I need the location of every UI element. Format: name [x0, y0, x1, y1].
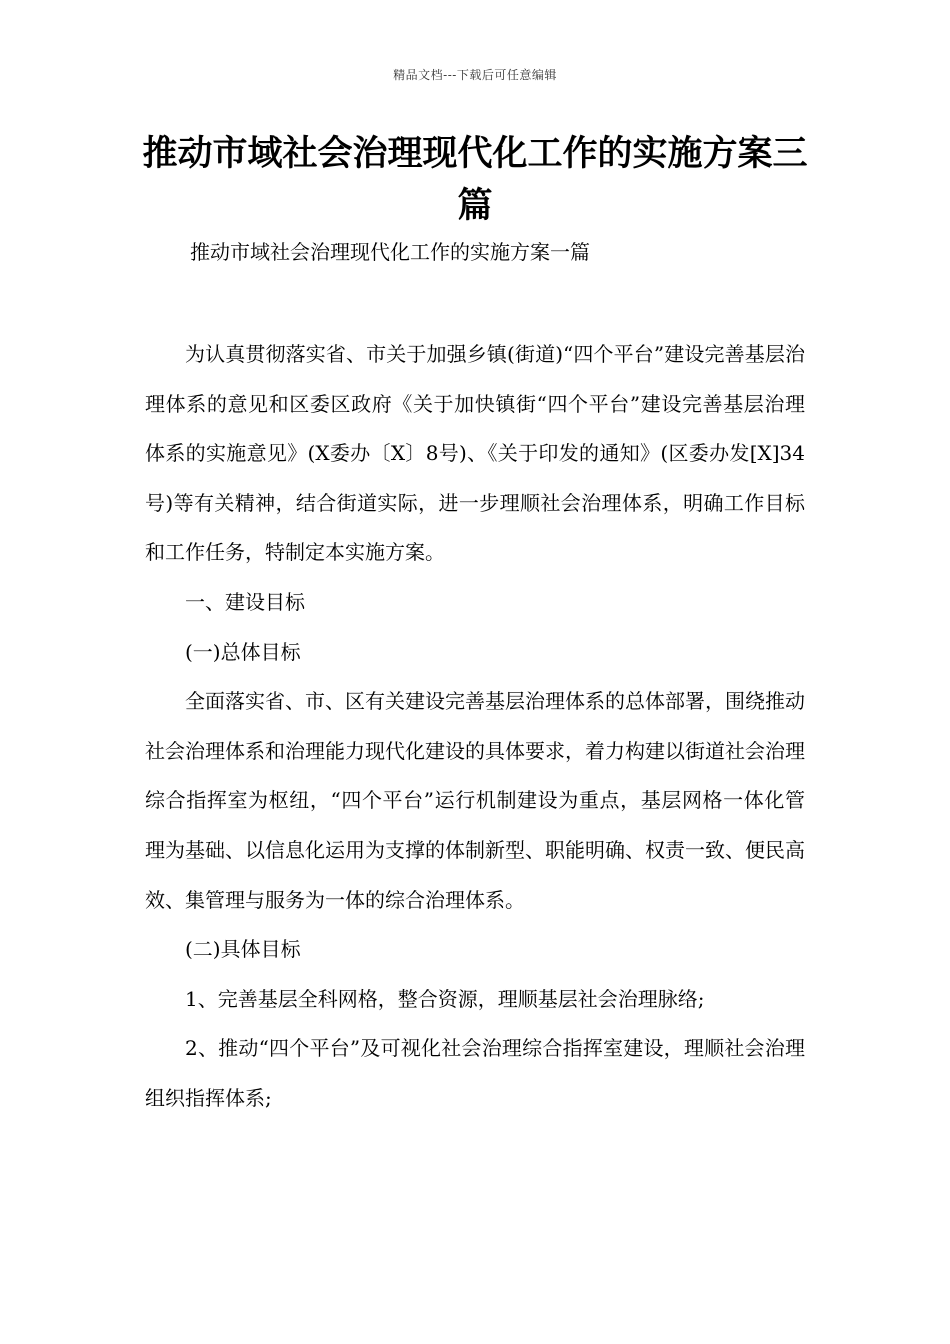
heading-subsection-1: (一)总体目标	[185, 639, 301, 664]
paragraph-overall-goal: 全面落实省、市、区有关建设完善基层治理体系的总体部署，围绕推动社会治理体系和治理能力现代化建设的具体要求，着力构建以街道社会治理综合指挥室为枢纽，“四个平台”运行机制建设为重点，基层网格一体化管理为基础、以信息化运用为支撑的体制新型、职能明确、权责一致、便民高效、集管理与服务为一体的综合治理体系。	[145, 689, 805, 912]
document-subtitle: 推动市域社会治理现代化工作的实施方案一篇	[190, 240, 590, 264]
header-note: 精品文档---下载后可任意编辑	[393, 68, 557, 82]
list-item-2: 2、推动“四个平台”及可视化社会治理综合指挥室建设，理顺社会治理组织指挥体系;	[145, 1036, 805, 1110]
document-body	[145, 330, 805, 1124]
paragraph-intro: 为认真贯彻落实省、市关于加强乡镇(街道)“四个平台”建设完善基层治理体系的意见和区委区政府《关于加快镇街“四个平台”建设完善基层治理体系的实施意见》(X委办〔X〕8号)、《关于印发的通知》(区委办发[X]34号)等有关精神，结合街道实际，进一步理顺社会治理体系，明确工作目标和工作任务，特制定本实施方案。	[145, 342, 805, 565]
heading-subsection-2: (二)具体目标	[185, 937, 301, 962]
list-item-1: 1、完善基层全科网格，整合资源，理顺基层社会治理脉络;	[185, 986, 705, 1011]
document-title: 推动市域社会治理现代化工作的实施方案三篇	[142, 134, 808, 226]
heading-section-1: 一、建设目标	[185, 589, 305, 614]
